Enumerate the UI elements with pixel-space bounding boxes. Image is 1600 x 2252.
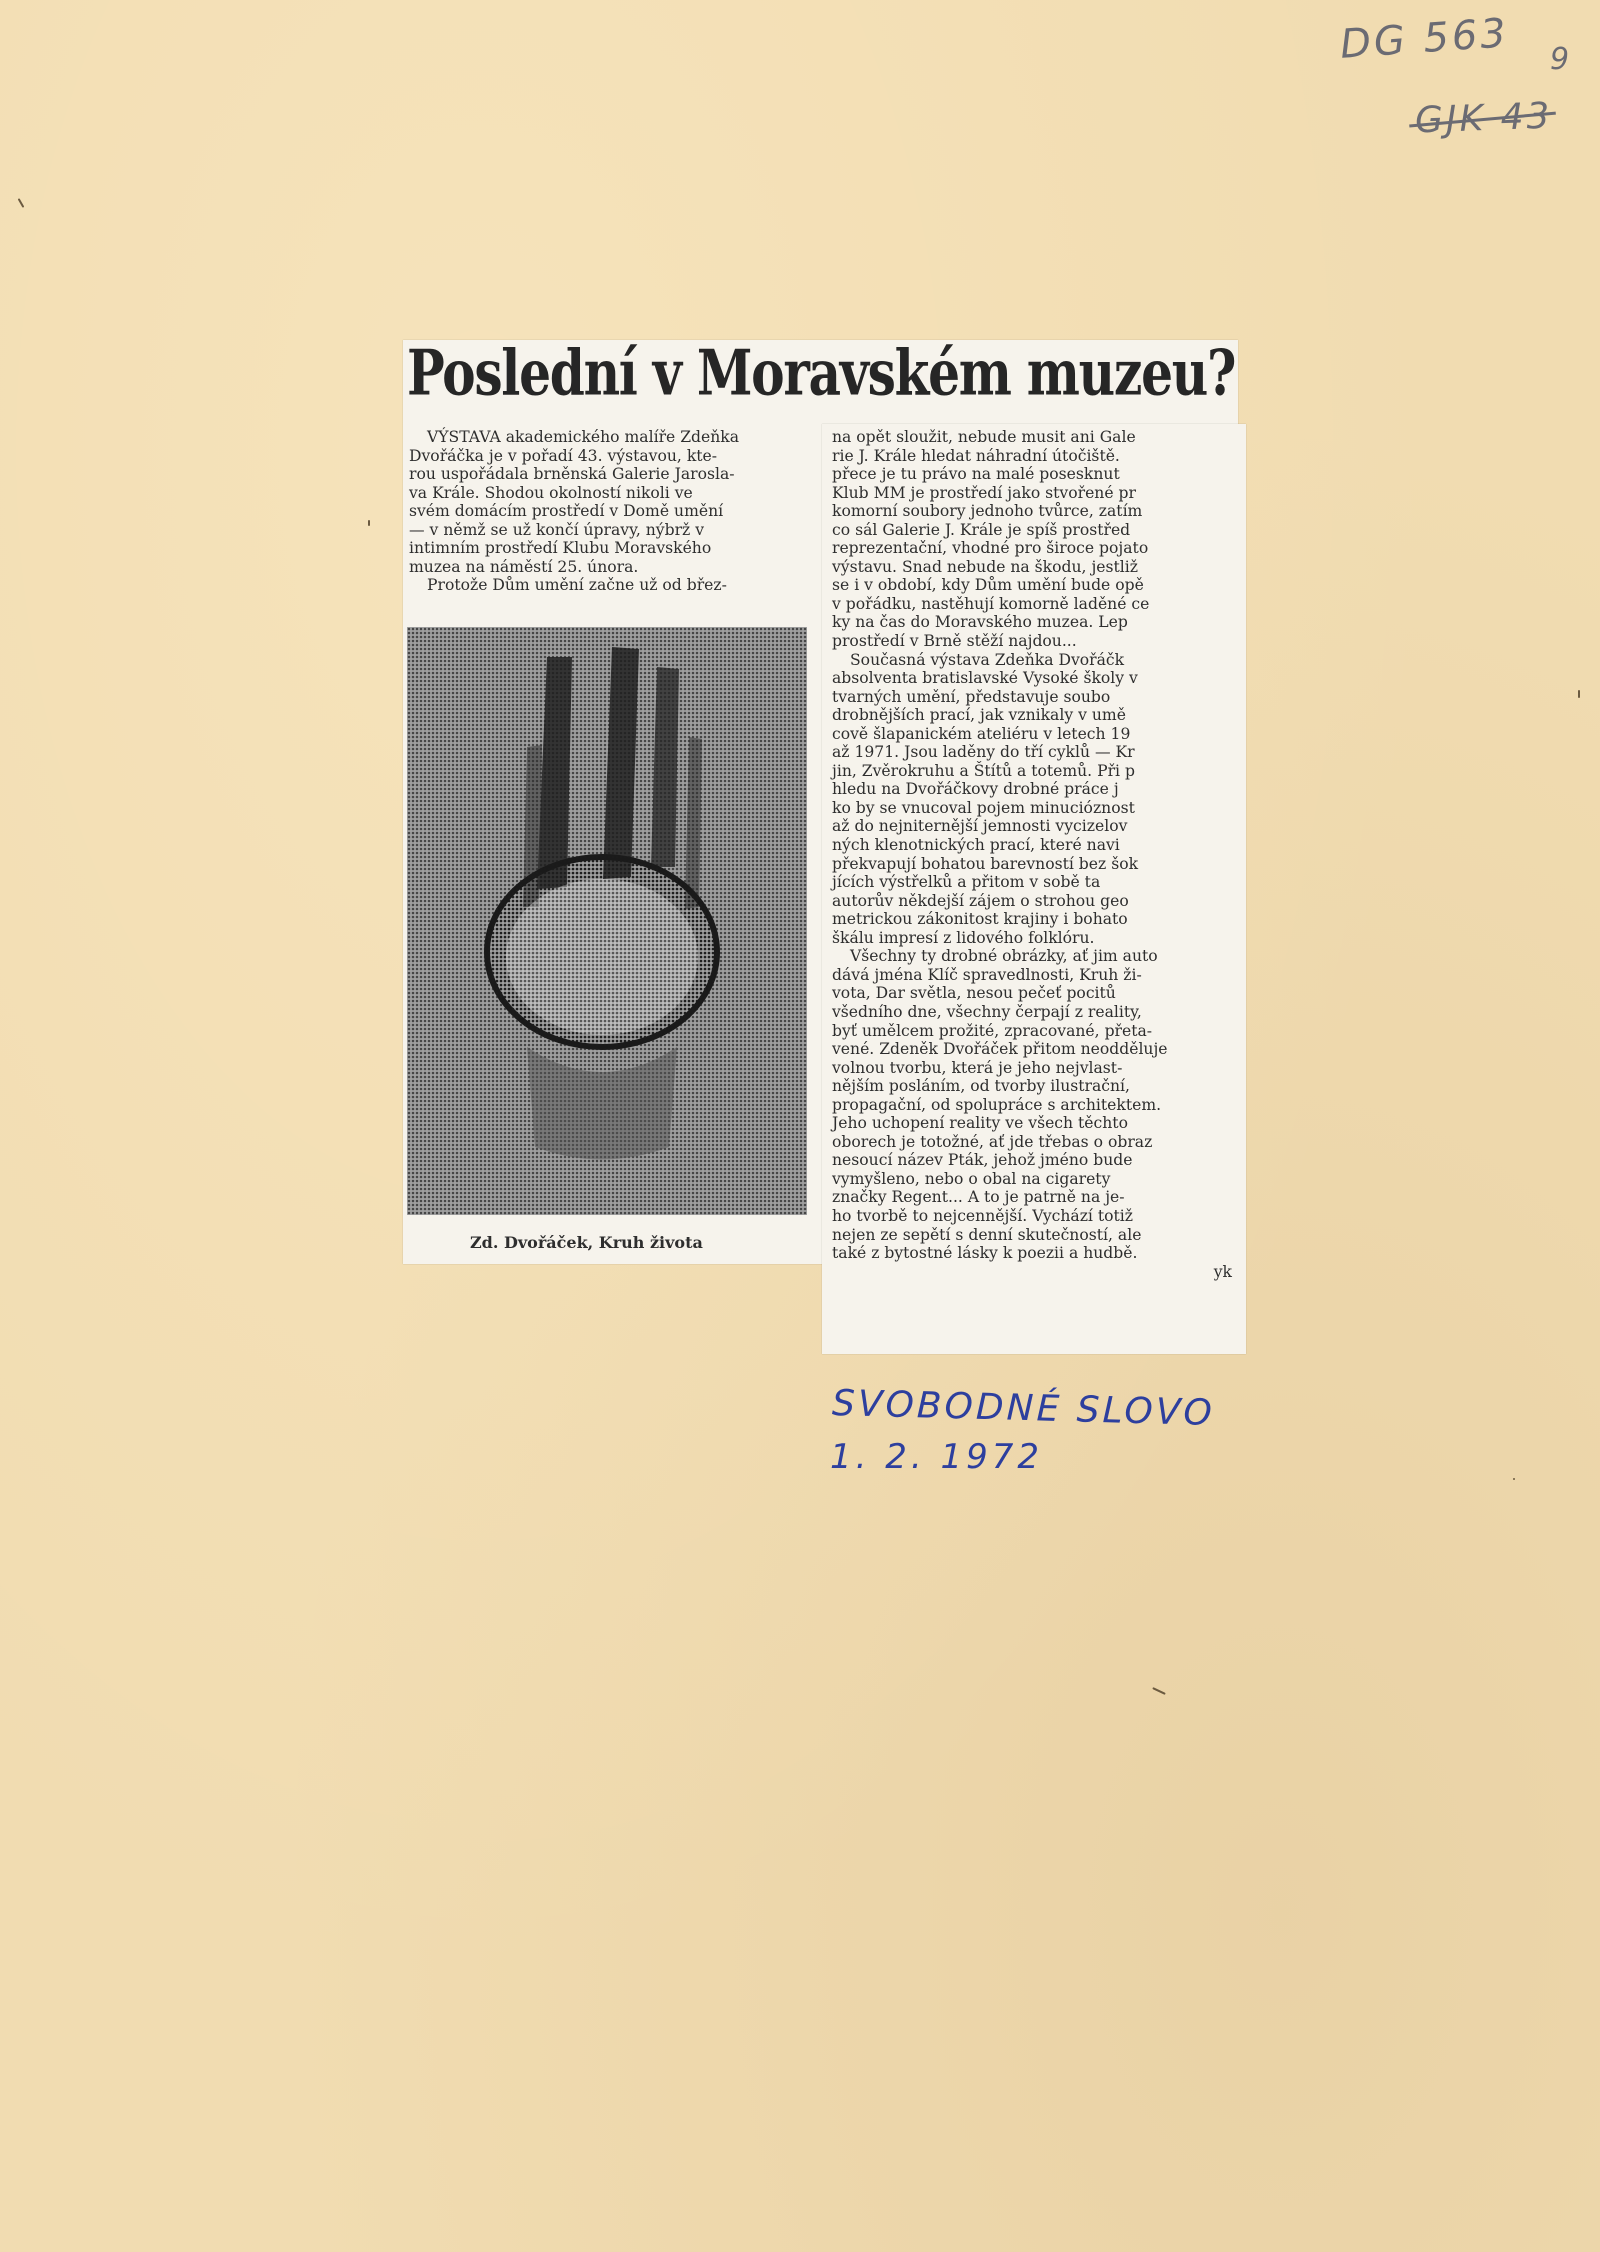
paper-speck xyxy=(1152,1687,1166,1695)
article-line: autorův někdejší zájem o strohou geo xyxy=(832,891,1129,910)
article-line: cově šlapanickém ateliéru v letech 19 xyxy=(832,724,1131,743)
article-line: vota, Dar světla, nesou pečeť pocitů xyxy=(832,984,1116,1003)
article-line: v pořádku, nastěhují komorně laděné ce xyxy=(832,594,1150,613)
article-line: oborech je totožné, ať jde třebas o obraz xyxy=(832,1132,1153,1151)
archive-code-note: DG 563 xyxy=(1338,10,1511,68)
article-line: nejen ze sepětí s denní skutečností, ale xyxy=(832,1225,1142,1244)
article-line: Protože Dům umění začne už od břez- xyxy=(427,576,727,595)
article-line: přece je tu právo na malé posesknut xyxy=(832,465,1120,484)
article-line: — v němž se už končí úpravy, nýbrž v xyxy=(409,520,705,539)
article-line: reprezentační, vhodné pro široce pojato xyxy=(832,539,1149,558)
article-line: Všechny ty drobné obrázky, ať jim auto xyxy=(850,947,1158,966)
article-line: ho tvorbě to nejcennější. Vychází totiž xyxy=(832,1206,1134,1225)
article-line: absolventa bratislavské Vysoké školy v xyxy=(832,669,1138,688)
photo-caption: Zd. Dvořáček, Kruh života xyxy=(470,1233,703,1252)
article-line: dává jména Klíč spravedlnosti, Kruh ži- xyxy=(832,965,1142,984)
struck-archive-note: GJK 43 xyxy=(1414,95,1554,142)
archive-sub-note: 9 xyxy=(1550,42,1573,77)
article-line: yk xyxy=(1213,1262,1232,1281)
paper-speck xyxy=(368,520,370,526)
article-line: hledu na Dvořáčkovy drobné práce j xyxy=(832,780,1119,799)
paper-speck xyxy=(1513,1478,1515,1480)
paper-speck xyxy=(18,198,25,208)
article-line: až do nejniternější jemnosti vycizelov xyxy=(832,817,1128,836)
paper-speck xyxy=(1578,690,1580,698)
article-line: ko by se vnucoval pojem minucióznost xyxy=(832,798,1135,817)
article-column-1 xyxy=(409,428,739,595)
article-line: se i v období, kdy Dům umění bude opě xyxy=(832,576,1144,595)
article-column-2 xyxy=(832,428,1232,1281)
article-line: nesoucí název Pták, jehož jméno bude xyxy=(832,1151,1133,1170)
article-line: vené. Zdeněk Dvořáček přitom neodděluje xyxy=(832,1040,1168,1059)
article-line: volnou tvorbu, která je jeho nejvlast- xyxy=(832,1058,1123,1077)
article-line: drobnějších prací, jak vznikaly v umě xyxy=(832,706,1126,725)
article-line: VÝSTAVA akademického malíře Zdeňka xyxy=(427,428,740,446)
article-line: Jeho uchopení reality ve všech těchto xyxy=(832,1114,1128,1133)
article-line: vymyšleno, nebo o obal na cigarety xyxy=(832,1169,1111,1188)
article-line: překvapují bohatou barevností bez šok xyxy=(832,854,1139,873)
article-line: co sál Galerie J. Krále je spíš prostřed xyxy=(832,520,1131,539)
article-line: rie J. Krále hledat náhradní útočiště. xyxy=(832,446,1120,465)
article-line: rou uspořádala brněnská Galerie Jarosla- xyxy=(409,465,735,484)
article-line: intimním prostředí Klubu Moravského xyxy=(409,539,712,558)
article-line: ky na čas do Moravského muzea. Lep xyxy=(832,613,1128,632)
article-line: va Krále. Shodou okolností nikoli ve xyxy=(409,483,693,502)
article-line: Současná výstava Zdeňka Dvořáčk xyxy=(850,650,1125,669)
article-line: jin, Zvěrokruhu a Štítů a totemů. Při p xyxy=(832,761,1135,780)
article-line: až 1971. Jsou laděny do tří cyklů — Kr xyxy=(832,743,1135,762)
artwork-photo xyxy=(407,627,807,1215)
article-line: ných klenotnických prací, které navi xyxy=(832,836,1120,855)
source-newspaper-note: SVOBODNÉ SLOVO xyxy=(831,1382,1216,1435)
article-line: komorní soubory jednoho tvůrce, zatím xyxy=(832,502,1143,521)
article-line: škálu impresí z lidového folklóru. xyxy=(832,928,1095,947)
article-line: také z bytostné lásky k poezii a hudbě. xyxy=(832,1244,1138,1263)
article-line: Dvořáčka je v pořadí 43. výstavou, kte- xyxy=(409,446,718,465)
article-line: svém domácím prostředí v Domě umění xyxy=(409,502,724,521)
article-line: všedního dne, všechny čerpají z reality, xyxy=(832,1002,1142,1021)
article-line: na opět sloužit, nebude musit ani Gale xyxy=(832,428,1136,446)
article-line: značky Regent... A to je patrně na je- xyxy=(832,1188,1125,1207)
article-line: propagační, od spolupráce s architektem. xyxy=(832,1095,1162,1114)
article-line: prostředí v Brně stěží najdou... xyxy=(832,632,1077,651)
article-line: nějším posláním, od tvorby ilustrační, xyxy=(832,1077,1130,1096)
article-line: Klub MM je prostředí jako stvořené pr xyxy=(832,483,1136,502)
article-line: jících výstřelků a přitom v sobě ta xyxy=(832,873,1101,892)
article-line: muzea na náměstí 25. února. xyxy=(409,557,639,576)
article-headline: Poslední v Moravském muzeu? xyxy=(407,336,1236,410)
source-date-note: 1. 2. 1972 xyxy=(830,1437,1044,1477)
article-line: metrickou zákonitost krajiny i bohato xyxy=(832,910,1128,929)
article-line: byť umělcem prožité, zpracované, přeta- xyxy=(832,1021,1153,1040)
article-line: výstavu. Snad nebude na škodu, jestliž xyxy=(832,557,1138,576)
article-line: tvarných umění, představuje soubo xyxy=(832,687,1111,706)
artwork-halftone-image xyxy=(407,627,807,1215)
